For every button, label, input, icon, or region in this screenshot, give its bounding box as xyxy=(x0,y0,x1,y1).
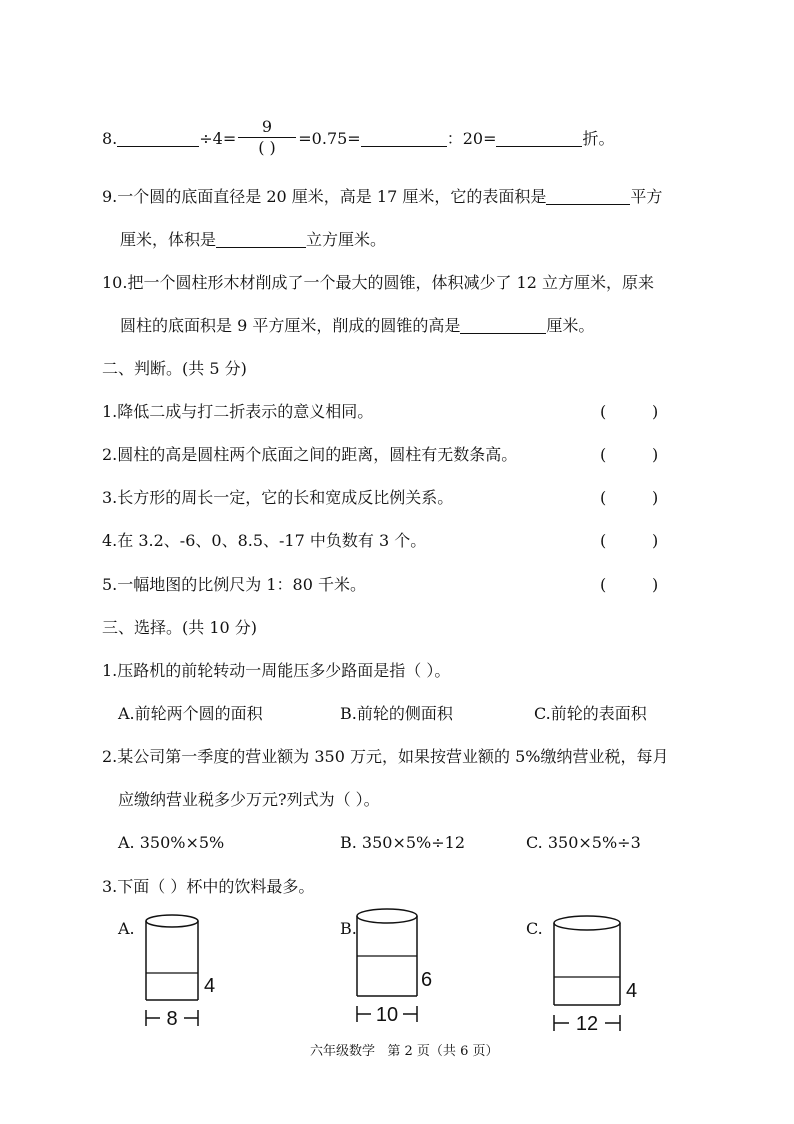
q9-line-2 xyxy=(120,229,386,251)
cup-b-diagram xyxy=(345,900,455,1035)
judge-item-1: 1.降低二成与打二折表示的意义相同。 xyxy=(102,402,374,421)
cup-a-height-label: 4 xyxy=(204,975,216,997)
cup-a-label[interactable]: A. xyxy=(118,919,135,938)
judge-item-2: 2.圆柱的高是圆柱两个底面之间的距离，圆柱有无数条高。 xyxy=(102,445,518,464)
paren-right: ) xyxy=(652,445,659,464)
q8-fraction xyxy=(236,117,298,158)
q8-fraction-numerator: 9 xyxy=(261,117,273,136)
choice-q2-option-a[interactable]: A. 350%×5% xyxy=(118,833,225,852)
paren-left: ( xyxy=(600,575,607,594)
cup-b-rim xyxy=(357,909,417,923)
q8-blank-2[interactable] xyxy=(361,130,447,147)
choice-q2-option-b[interactable]: B. 350×5%÷12 xyxy=(340,833,466,852)
paren-right: ) xyxy=(652,531,659,550)
q8-blank-3[interactable] xyxy=(496,130,582,147)
q10-blank[interactable] xyxy=(460,317,546,334)
q8-divide-text: ÷4= xyxy=(199,129,237,148)
q10-text-2: 圆柱的底面积是 9 平方厘米，削成的圆锥的高是 xyxy=(120,316,461,335)
q9-text-1: 9.一个圆的底面直径是 20 厘米，高是 17 厘米，它的表面积是 xyxy=(102,187,547,206)
cup-a-rim xyxy=(146,915,198,927)
q8-zhe-text: 折。 xyxy=(582,129,615,148)
cup-c-diameter-label: 12 xyxy=(575,1013,599,1035)
q8-blank-1[interactable] xyxy=(117,130,199,147)
page-footer: 六年级数学 第 2 页（共 6 页） xyxy=(310,1044,499,1059)
cup-b-height-label: 6 xyxy=(421,969,433,991)
q9-line-1 xyxy=(102,186,662,208)
cup-a-diameter-label: 8 xyxy=(166,1008,178,1030)
q9-blank-2[interactable] xyxy=(216,231,306,248)
judge-item-5: 5.一幅地图的比例尺为 1：80 千米。 xyxy=(102,575,366,594)
choice-q2-stem-2: 应缴纳营业税多少万元?列式为（ ）。 xyxy=(118,790,380,809)
cup-c-diagram xyxy=(545,905,655,1040)
q8-fraction-denominator[interactable]: ( ) xyxy=(258,138,276,157)
paren-right: ) xyxy=(652,402,659,421)
choice-q1-option-c[interactable]: C.前轮的表面积 xyxy=(534,704,647,723)
paren-left: ( xyxy=(600,402,607,421)
paren-right: ) xyxy=(652,575,659,594)
cup-b-diameter-label: 10 xyxy=(375,1004,399,1026)
q9-text-2: 平方 xyxy=(630,187,663,206)
paren-left: ( xyxy=(600,488,607,507)
judge-item-3: 3.长方形的周长一定，它的长和宽成反比例关系。 xyxy=(102,488,454,507)
q8-number: 8. xyxy=(102,129,118,148)
cup-c-rim xyxy=(554,916,620,930)
paren-left: ( xyxy=(600,445,607,464)
cup-c-label[interactable]: C. xyxy=(526,919,543,938)
choice-q2-stem-1: 2.某公司第一季度的营业额为 350 万元，如果按营业额的 5%缴纳营业税，每月 xyxy=(102,747,669,766)
paren-left: ( xyxy=(600,531,607,550)
choice-q1-option-b[interactable]: B.前轮的侧面积 xyxy=(340,704,453,723)
q9-blank-1[interactable] xyxy=(546,188,630,205)
choice-q2-option-c[interactable]: C. 350×5%÷3 xyxy=(526,833,641,852)
section2-title: 二、判断。(共 5 分) xyxy=(102,359,247,378)
choice-q1-option-a[interactable]: A.前轮两个圆的面积 xyxy=(118,704,263,723)
cup-b-label[interactable]: B. xyxy=(340,919,357,938)
cup-c-height-label: 4 xyxy=(626,980,638,1002)
q8-colon-text: ：20= xyxy=(446,129,497,148)
judge-item-4: 4.在 3.2、-6、0、8.5、-17 中负数有 3 个。 xyxy=(102,531,427,550)
q9-text-4: 立方厘米。 xyxy=(306,230,387,249)
paren-right: ) xyxy=(652,488,659,507)
q9-text-3: 厘米，体积是 xyxy=(120,230,217,249)
q10-line-2 xyxy=(120,315,594,337)
section3-title: 三、选择。(共 10 分) xyxy=(102,618,258,637)
q10-text-1: 10.把一个圆柱形木材削成了一个最大的圆锥，体积减少了 12 立方厘米，原来 xyxy=(102,273,654,292)
cup-a-diagram xyxy=(130,905,230,1035)
choice-q3-stem: 3.下面（ ）杯中的饮料最多。 xyxy=(102,877,315,896)
q8-eq-text: =0.75= xyxy=(298,129,361,148)
q10-text-3: 厘米。 xyxy=(546,316,595,335)
q10-line-1 xyxy=(102,272,654,294)
choice-q1-stem: 1.压路机的前轮转动一周能压多少路面是指（ ）。 xyxy=(102,661,451,680)
q8-line xyxy=(102,128,615,150)
